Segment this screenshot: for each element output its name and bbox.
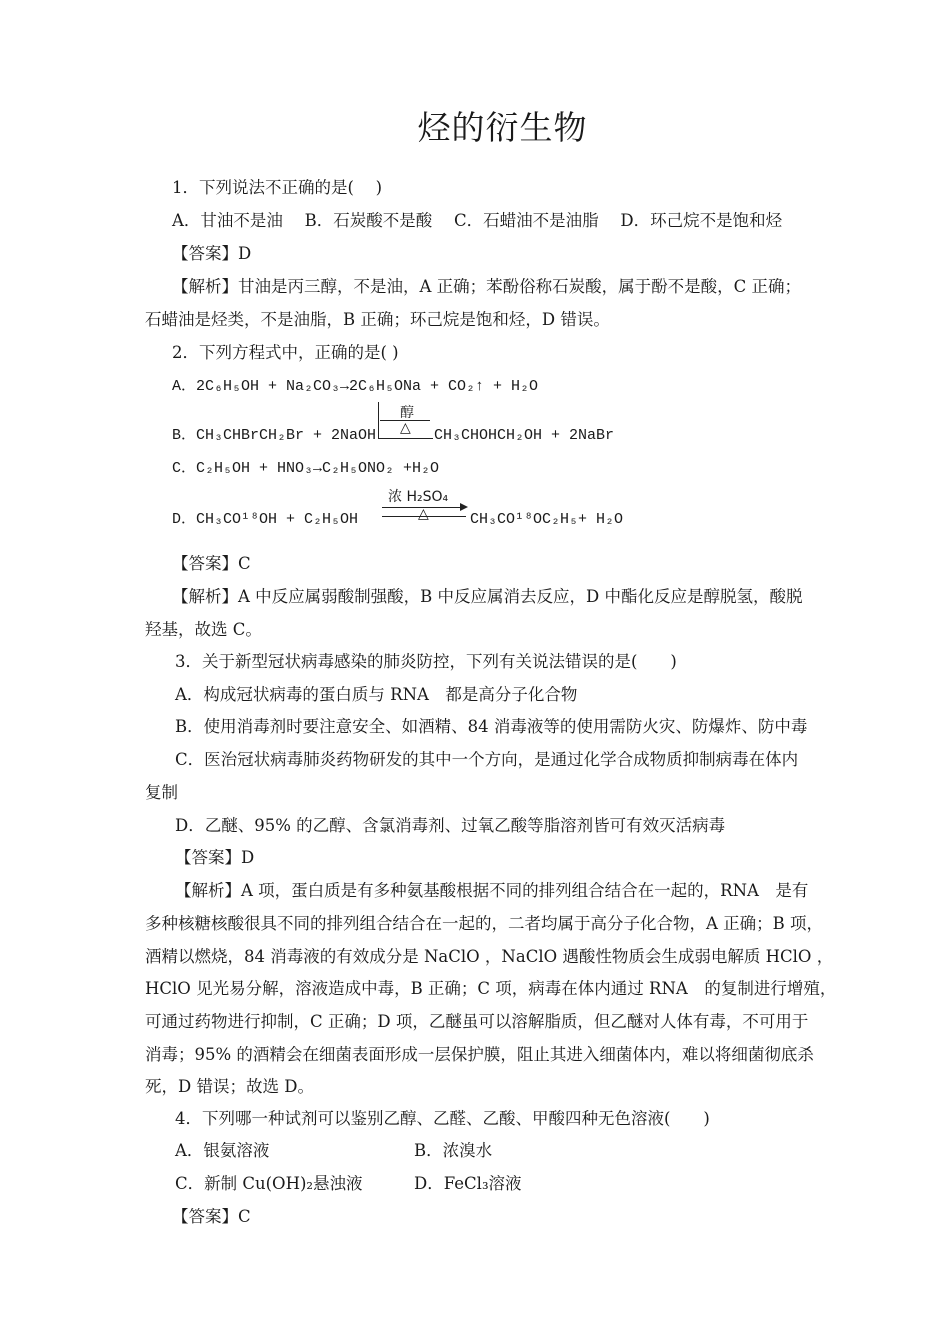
q2-option-d-right: CH₃CO¹⁸OC₂H₅+ H₂O [470, 511, 624, 528]
q4-option-c: C．新制 Cu(OH)₂悬浊液 [175, 1174, 363, 1193]
q2-option-b-catalyst: 醇 [400, 405, 414, 421]
q1-analysis-line-1: 【解析】甘油是丙三醇，不是油，A 正确；苯酚俗称石炭酸，属于酚不是酸，C 正确； [172, 277, 802, 296]
q3-analysis-line-5: 可通过药物进行抑制，C 正确；D 项，乙醚虽可以溶解脂质，但乙醚对人体有毒，不可用于 [145, 1012, 809, 1031]
q2-option-d-arrowhead [460, 503, 468, 511]
q2-option-b-left: B．CH₃CHBrCH₂Br + 2NaOH [172, 427, 377, 444]
q3-option-c-line-1: C．医治冠状病毒肺炎药物研发的其中一个方向，是通过化学合成物质抑制病毒在体内 [175, 750, 799, 769]
q4-answer: 【答案】C [172, 1207, 251, 1226]
q3-analysis-line-3: 酒精以燃烧，84 消毒液的有效成分是 NaClO ，NaClO 遇酸性物质会生成弱电解质 HClO ， [145, 947, 834, 966]
q4-option-b: B．浓溴水 [414, 1141, 493, 1160]
q3-analysis-line-6: 消毒；95% 的酒精会在细菌表面形成一层保护膜，阻止其进入细菌体内，难以将细菌彻底杀 [145, 1045, 814, 1064]
q4-option-d: D．FeCl₃溶液 [414, 1174, 522, 1193]
q3-analysis-line-4: HClO 见光易分解，溶液造成中毒，B 正确；C 项，病毒在体内通过 RNA 的复制进行增殖， [145, 979, 837, 998]
q1-stem: 1．下列说法不正确的是( ) [172, 178, 383, 197]
q4-option-a: A．银氨溶液 [175, 1141, 270, 1160]
q3-option-c-line-2: 复制 [145, 783, 178, 802]
q2-option-d-left: D．CH₃CO¹⁸OH + C₂H₅OH [172, 511, 359, 528]
q3-option-b: B．使用消毒剂时要注意安全、如酒精、84 消毒液等的使用需防火灾、防爆炸、防中毒 [175, 717, 808, 736]
q2-option-c: C．C₂H₅OH + HNO₃→C₂H₅ONO₂ +H₂O [172, 460, 440, 477]
q3-analysis-line-2: 多种核糖核酸很具不同的排列组合结合在一起的，二者均属于高分子化合物，A 正确；B 项， [145, 914, 824, 933]
q2-stem: 2．下列方程式中，正确的是( ) [172, 343, 399, 362]
q3-analysis-line-1: 【解析】A 项，蛋白质是有多种氨基酸根据不同的排列组合结合在一起的，RNA 是有 [175, 881, 809, 900]
q1-analysis-line-2: 石蜡油是烃类，不是油脂，B 正确；环己烷是饱和烃，D 错误。 [145, 310, 610, 329]
q1-answer: 【答案】D [172, 244, 252, 263]
q3-answer: 【答案】D [175, 848, 255, 867]
q3-option-d: D．乙醚、95% 的乙醇、含氯消毒剂、过氧乙酸等脂溶剂皆可有效灭活病毒 [175, 816, 726, 835]
q3-analysis-line-7: 死，D 错误；故选 D。 [145, 1077, 314, 1096]
page-title: 烃的衍生物 [417, 108, 588, 147]
q4-stem: 4．下列哪一种试剂可以鉴别乙醇、乙醛、乙酸、甲酸四种无色溶液( ) [175, 1109, 710, 1128]
q2-option-b-right: CH₃CHOHCH₂OH + 2NaBr [434, 427, 615, 444]
q2-option-a: A．2C₆H₅OH + Na₂CO₃→2C₆H₅ONa + CO₂↑ + H₂O [172, 378, 539, 395]
q2-answer: 【答案】C [172, 554, 251, 573]
q2-option-d-heat: △ [418, 506, 429, 522]
q2-option-d-catalyst: 浓 H₂SO₄ [388, 489, 449, 505]
q2-analysis-line-1: 【解析】A 中反应属弱酸制强酸，B 中反应属消去反应，D 中酯化反应是醇脱氢，酸脱 [172, 587, 803, 606]
q2-option-b-heat: △ [400, 420, 411, 436]
q3-option-a: A．构成冠状病毒的蛋白质与 RNA 都是高分子化合物 [175, 685, 578, 704]
q2-analysis-line-2: 羟基，故选 C。 [145, 620, 262, 639]
q1-options: A．甘油不是油 B．石炭酸不是酸 C．石蜡油不是油脂 D．环己烷不是饱和烃 [172, 211, 783, 230]
q3-stem: 3．关于新型冠状病毒感染的肺炎防控，下列有关说法错误的是( ) [175, 652, 677, 671]
